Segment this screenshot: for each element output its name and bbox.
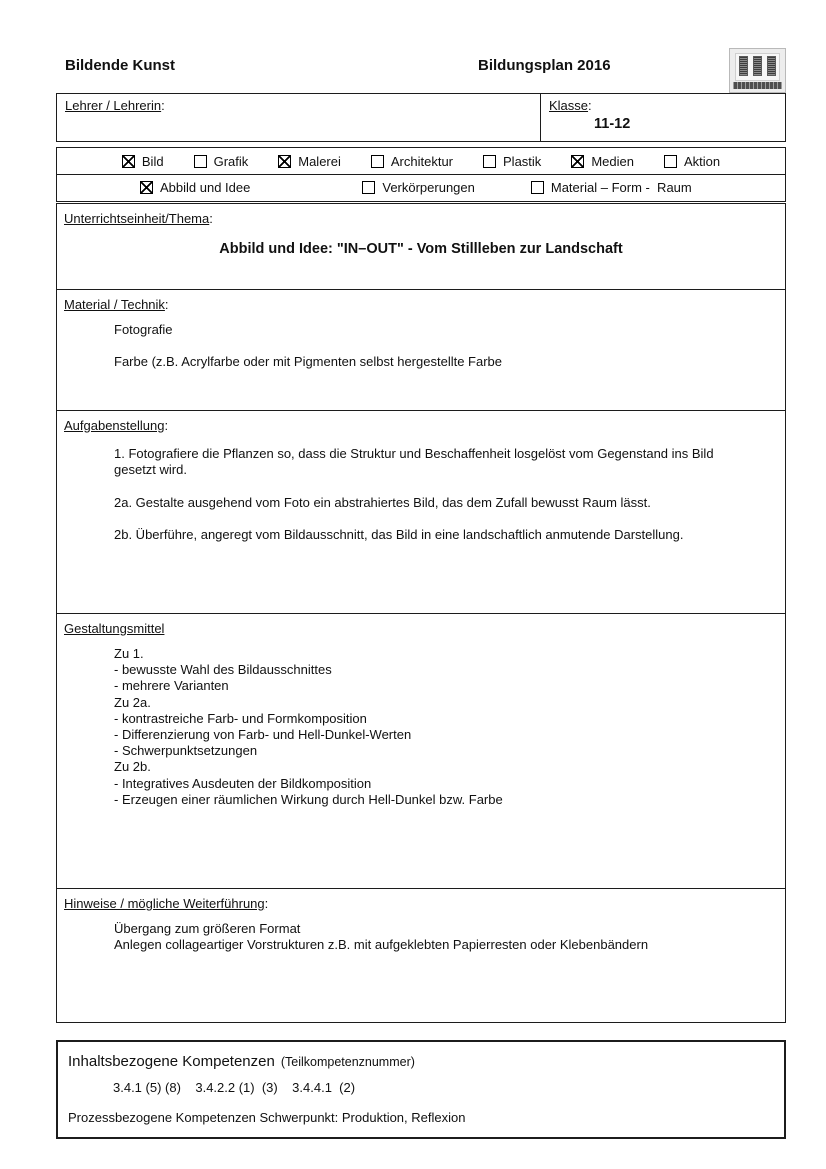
checkbox-icon[interactable]	[194, 155, 207, 168]
checkbox-icon[interactable]	[531, 181, 544, 194]
kompetenzen-title-line	[68, 1053, 774, 1071]
section-label	[57, 889, 785, 911]
section-hinweise	[57, 889, 785, 1022]
bildungsplan-logo-icon	[729, 48, 786, 93]
checkbox-label: Aktion	[683, 153, 721, 169]
text-line: Fotografie	[114, 322, 173, 337]
kompetenzen-title-suffix: (Teilkompetenznummer)	[280, 1055, 415, 1069]
checkbox-label: Bild	[141, 153, 164, 169]
section-label-text: Hinweise / mögliche Weiterführung	[64, 896, 265, 911]
text-line: 2b. Überführe, angeregt vom Bildausschnitt, das Bild in eine landschaftlich anmutende Darstellung.	[114, 526, 684, 542]
checkbox-icon[interactable]	[664, 155, 677, 168]
checkbox-item-medien[interactable]	[571, 154, 634, 169]
checkbox-icon[interactable]	[278, 155, 291, 168]
checkbox-icon[interactable]	[140, 181, 153, 194]
section-body	[57, 446, 785, 543]
class-cell	[541, 94, 785, 141]
checkbox-item-grafik[interactable]	[194, 154, 249, 169]
class-value: 11-12	[594, 116, 631, 132]
checkbox-label: Malerei	[298, 153, 341, 169]
section-label	[57, 411, 785, 433]
text-line	[114, 478, 765, 494]
section-label-colon: :	[164, 297, 169, 312]
sections-table	[56, 203, 786, 1023]
checkbox-icon[interactable]	[571, 155, 584, 168]
kompetenzen-numbers: 3.4.1 (5) (8) 3.4.2.2 (1) (3) 3.4.4.1 (2)	[113, 1080, 356, 1095]
checkbox-icon[interactable]	[362, 181, 375, 194]
text-line: - kontrastreiche Farb- und Formkomposition	[114, 710, 367, 726]
section-label	[57, 204, 785, 226]
class-label: Klasse	[549, 98, 589, 113]
text-line	[114, 338, 765, 354]
checkbox-label: Grafik	[213, 153, 249, 169]
section-label-text: Gestaltungsmittel	[64, 621, 165, 636]
text-line: Anlegen collageartiger Vorstrukturen z.B. mit aufgeklebten Papierresten oder Klebenbändern	[114, 937, 649, 953]
checkbox-label: Abbild und Idee	[160, 180, 251, 195]
section-body	[57, 322, 785, 371]
checkbox-item-material-form-raum[interactable]	[531, 180, 692, 195]
text-line: 2a. Gestalte ausgehend vom Foto ein abstrahiertes Bild, das dem Zufall bewusst Raum lässt.	[114, 494, 651, 510]
checkbox-label: Medien	[591, 153, 634, 169]
section-label-colon: :	[164, 418, 169, 433]
unit-title: Abbild und Idee: "IN–OUT" - Vom Stillleben zur Landschaft	[219, 241, 623, 257]
subject-title: Bildende Kunst	[65, 57, 176, 74]
text-line: - bewusste Wahl des Bildausschnittes	[114, 662, 332, 678]
teacher-label-colon: :	[161, 98, 165, 113]
checkbox-label: Verkörperungen	[382, 180, 475, 195]
text-line: - Erzeugen einer räumlichen Wirkung durch Hell-Dunkel bzw. Farbe	[114, 791, 503, 807]
checkbox-icon[interactable]	[122, 155, 135, 168]
text-line: Zu 1.	[114, 646, 144, 661]
section-body	[57, 921, 785, 953]
text-line: Farbe (z.B. Acrylfarbe oder mit Pigmenten selbst hergestellte Farbe	[114, 354, 503, 370]
checkbox-item-plastik[interactable]	[483, 154, 541, 169]
section-label	[57, 614, 785, 636]
text-line: - Schwerpunktsetzungen	[114, 743, 258, 759]
text-line: Zu 2b.	[114, 759, 151, 775]
section-label-colon: :	[264, 896, 269, 911]
category-checkbox-table	[56, 147, 786, 202]
kompetenzen-title: Inhaltsbezogene Kompetenzen	[68, 1053, 275, 1070]
checkbox-item-abbild-und-idee[interactable]	[140, 180, 250, 195]
kompetenzen-box	[56, 1040, 786, 1139]
section-label-text: Aufgabenstellung	[64, 418, 165, 433]
section-label	[57, 290, 785, 312]
text-line: gesetzt wird.	[114, 462, 187, 478]
logo-caption-strip	[733, 82, 782, 89]
checkbox-item-malerei[interactable]	[278, 154, 341, 169]
checkbox-label: Plastik	[503, 153, 542, 169]
section-aufgabenstellung	[57, 411, 785, 614]
text-line: Zu 2a.	[114, 694, 151, 710]
document-title: Bildungsplan 2016	[478, 57, 611, 74]
teacher-name-cell[interactable]	[57, 94, 541, 141]
teacher-class-table	[56, 93, 786, 142]
checkbox-row-media	[57, 148, 785, 175]
text-line: - Differenzierung von Farb- und Hell-Dunkel-Werten	[114, 727, 412, 743]
text-line	[114, 511, 765, 527]
section-material-technik	[57, 290, 785, 411]
teacher-label: Lehrer / Lehrerin	[65, 98, 162, 113]
text-line: 1. Fotografiere die Pflanzen so, dass die Struktur und Beschaffenheit losgelöst vom Gegenstand ins Bild	[114, 446, 714, 461]
section-label-text: Unterrichtseinheit/Thema	[64, 211, 210, 226]
class-label-colon: :	[588, 98, 592, 113]
text-line: - Integratives Ausdeuten der Bildkomposition	[114, 775, 372, 791]
section-gestaltungsmittel	[57, 614, 785, 889]
section-label-text: Material / Technik	[64, 297, 165, 312]
checkbox-icon[interactable]	[483, 155, 496, 168]
text-line: - mehrere Varianten	[114, 678, 229, 694]
checkbox-label: Material – Form - Raum	[550, 180, 692, 195]
section-thema	[57, 204, 785, 290]
checkbox-item-architektur[interactable]	[371, 154, 453, 169]
logo-bars	[735, 53, 780, 81]
checkbox-item-verkoerperungen[interactable]	[362, 180, 475, 195]
checkbox-item-bild[interactable]	[122, 154, 164, 169]
text-line: Übergang zum größeren Format	[114, 921, 301, 936]
section-label-colon: :	[209, 211, 213, 226]
checkbox-icon[interactable]	[371, 155, 384, 168]
prozess-kompetenzen-line: Prozessbezogene Kompetenzen Schwerpunkt: Produktion, Reflexion	[68, 1110, 466, 1125]
checkbox-item-aktion[interactable]	[664, 154, 720, 169]
section-body	[57, 646, 785, 808]
checkbox-label: Architektur	[390, 153, 454, 169]
checkbox-row-themes	[57, 175, 785, 200]
